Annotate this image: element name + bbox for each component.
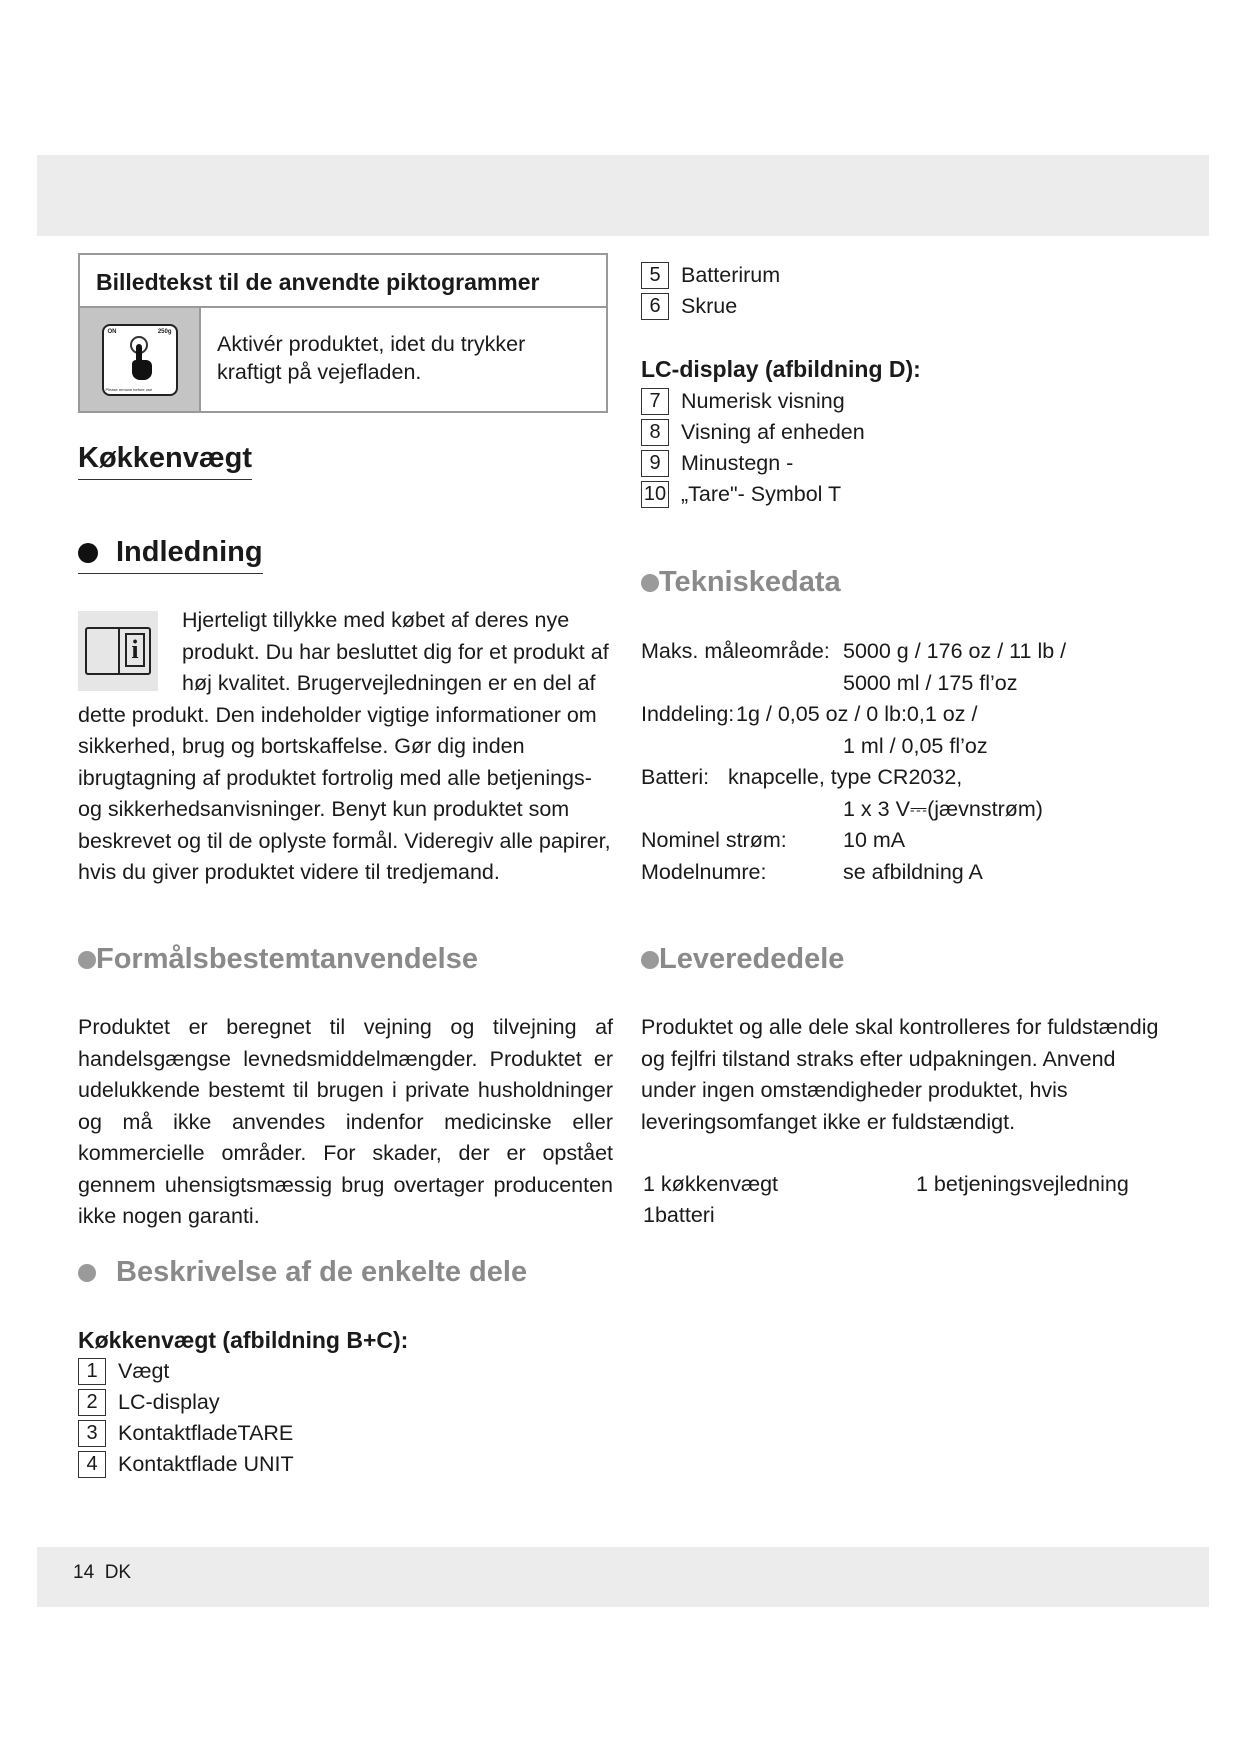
tech-heading: Tekniskedata <box>641 566 841 599</box>
spec-value: 5000 ml / 175 fl’oz <box>843 670 1018 695</box>
spec-row <box>641 668 1201 700</box>
pictogram-cell <box>80 308 201 411</box>
info-book-icon: i <box>78 611 158 691</box>
spec-row <box>641 794 1201 826</box>
delivery-item: 1 køkkenvægt <box>643 1172 779 1196</box>
spec-label <box>641 731 843 763</box>
pictogram-table <box>78 253 608 413</box>
part-item <box>641 386 865 417</box>
pictogram-text: Aktivér produktet, idet du trykker kraftigt på vejefladen. <box>217 332 526 384</box>
spec-label: Inddeling: <box>641 702 735 726</box>
spec-label: Modelnumre: <box>641 859 767 884</box>
lc-display-list <box>641 386 865 510</box>
part-item <box>78 1418 294 1449</box>
purpose-heading: Formålsbestemtanvendelse <box>78 943 478 976</box>
part-number-box: 4 <box>78 1451 106 1478</box>
touch-hand-icon <box>102 324 178 396</box>
tech-specs <box>641 636 1201 888</box>
part-number-box: 6 <box>641 293 669 320</box>
spec-value: 1 x 3 V⎓(jævnstrøm) <box>843 796 1043 821</box>
part-item <box>78 1356 294 1387</box>
part-label: Minustegn - <box>681 451 794 475</box>
spec-value: 1 ml / 0,05 fl’oz <box>843 733 988 758</box>
page-footer <box>73 1562 131 1584</box>
scale-parts-list <box>78 1356 294 1480</box>
part-label: Batterirum <box>681 263 781 287</box>
part-item <box>641 479 865 510</box>
icon-on-label: ON <box>107 328 117 335</box>
part-number-box: 9 <box>641 450 669 477</box>
language-code: DK <box>104 1562 132 1583</box>
icon-note-label: Please remove before use <box>105 386 153 392</box>
scale-parts-heading: Køkkenvægt (afbildning B+C): <box>78 1327 409 1353</box>
part-item <box>641 417 865 448</box>
footer-band <box>37 1547 1209 1607</box>
page-title: Køkkenvægt <box>78 442 252 480</box>
part-item <box>78 1449 294 1480</box>
part-number-box: 3 <box>78 1420 106 1447</box>
part-label: KontaktfladeTARE <box>118 1421 294 1445</box>
part-number-box: 10 <box>641 481 669 508</box>
header-band <box>37 155 1209 236</box>
spec-label: Nominel strøm: <box>641 828 787 852</box>
icon-weight-label: 250g <box>157 328 172 335</box>
spec-value: 5000 g / 176 oz / 11 lb / <box>843 639 1067 663</box>
spec-value: knapcelle, type CR2032, <box>728 765 963 789</box>
spec-label <box>641 668 843 700</box>
spec-value: 10 mA <box>843 828 906 852</box>
spec-row <box>641 636 1201 668</box>
part-number-box: 1 <box>78 1358 106 1385</box>
lc-display-heading: LC-display (afbildning D): <box>641 356 921 382</box>
bullet-icon <box>78 543 98 563</box>
spec-value: 1g / 0,05 oz / 0 lb:0,1 oz / <box>736 702 978 726</box>
delivery-text: Produktet og alle dele skal kontrolleres for fuldstændig og fejlfri tilstand straks efter udpakningen. Anvend under ingen omstændigheder produktet, hvis leveringsomfanget ikke er fuldstændigt. <box>641 1015 1159 1134</box>
part-item <box>641 448 865 479</box>
spec-label: Maks. måleområde: <box>641 639 830 663</box>
intro-heading <box>78 536 263 574</box>
purpose-text: Produktet er beregnet til vejning og tilvejning af handelsgængse levnedsmiddelmængder. Produktet er udelukkende bestemt til brugen i private husholdninger og må ikke anvendes indenfor medicinske eller kommercielle områder. For skader, der er opstået gennem uhensigtsmæssig brug overtager producenten ikke nogen garanti. <box>78 1015 613 1228</box>
spec-row <box>641 699 1201 731</box>
spec-label: Batteri: <box>641 765 710 789</box>
part-label: Visning af enheden <box>681 420 865 444</box>
intro-heading-text: Indledning <box>116 536 263 568</box>
spec-label <box>641 794 843 826</box>
part-label: LC-display <box>118 1390 220 1414</box>
spec-value: se afbildning A <box>843 859 983 884</box>
page-number: 14 <box>73 1562 95 1583</box>
parts-heading: Beskrivelse af de enkelte dele <box>78 1256 527 1289</box>
scale-parts-list-cont <box>641 260 780 322</box>
part-label: Kontaktflade UNIT <box>118 1452 294 1476</box>
spec-row <box>641 825 1201 857</box>
pictogram-table-header: Billedtekst til de anvendte piktogrammer <box>80 255 606 308</box>
part-item <box>641 291 780 322</box>
part-label: Vægt <box>118 1359 170 1383</box>
part-item <box>78 1387 294 1418</box>
part-label: Skrue <box>681 294 738 318</box>
bullet-icon <box>641 574 659 592</box>
bullet-icon <box>641 951 659 969</box>
bullet-icon <box>78 951 96 969</box>
delivery-item: 1 betjeningsvejledning <box>916 1172 1129 1196</box>
part-number-box: 7 <box>641 388 669 415</box>
part-item <box>641 260 780 291</box>
part-label: „Tare"- Symbol T <box>681 482 842 506</box>
delivery-heading: Leverededele <box>641 943 844 976</box>
spec-row <box>641 731 1201 763</box>
intro-text: Hjerteligt tillykke med købet af deres nye produkt. Du har besluttet dig for et produkt af høj kvalitet. Brugervejledningen er en del af dette produkt. Den indeholder vigtige informationer om sikkerhed, brug og bortskaffelse. Gør dig inden ibrugtagning af produktet fortrolig med alle betjenings- og sikkerhedsanvisninger. Benyt kun produktet som beskrevet og til de oplyste formål. Videregiv alle papirer, hvis du giver produktet videre til tredjemand. <box>78 608 611 884</box>
part-number-box: 2 <box>78 1389 106 1416</box>
part-number-box: 8 <box>641 419 669 446</box>
part-number-box: 5 <box>641 262 669 289</box>
delivery-item: 1batteri <box>643 1203 715 1227</box>
bullet-icon <box>78 1264 96 1282</box>
spec-row <box>641 857 1201 889</box>
part-label: Numerisk visning <box>681 389 845 413</box>
spec-row <box>641 762 1201 794</box>
